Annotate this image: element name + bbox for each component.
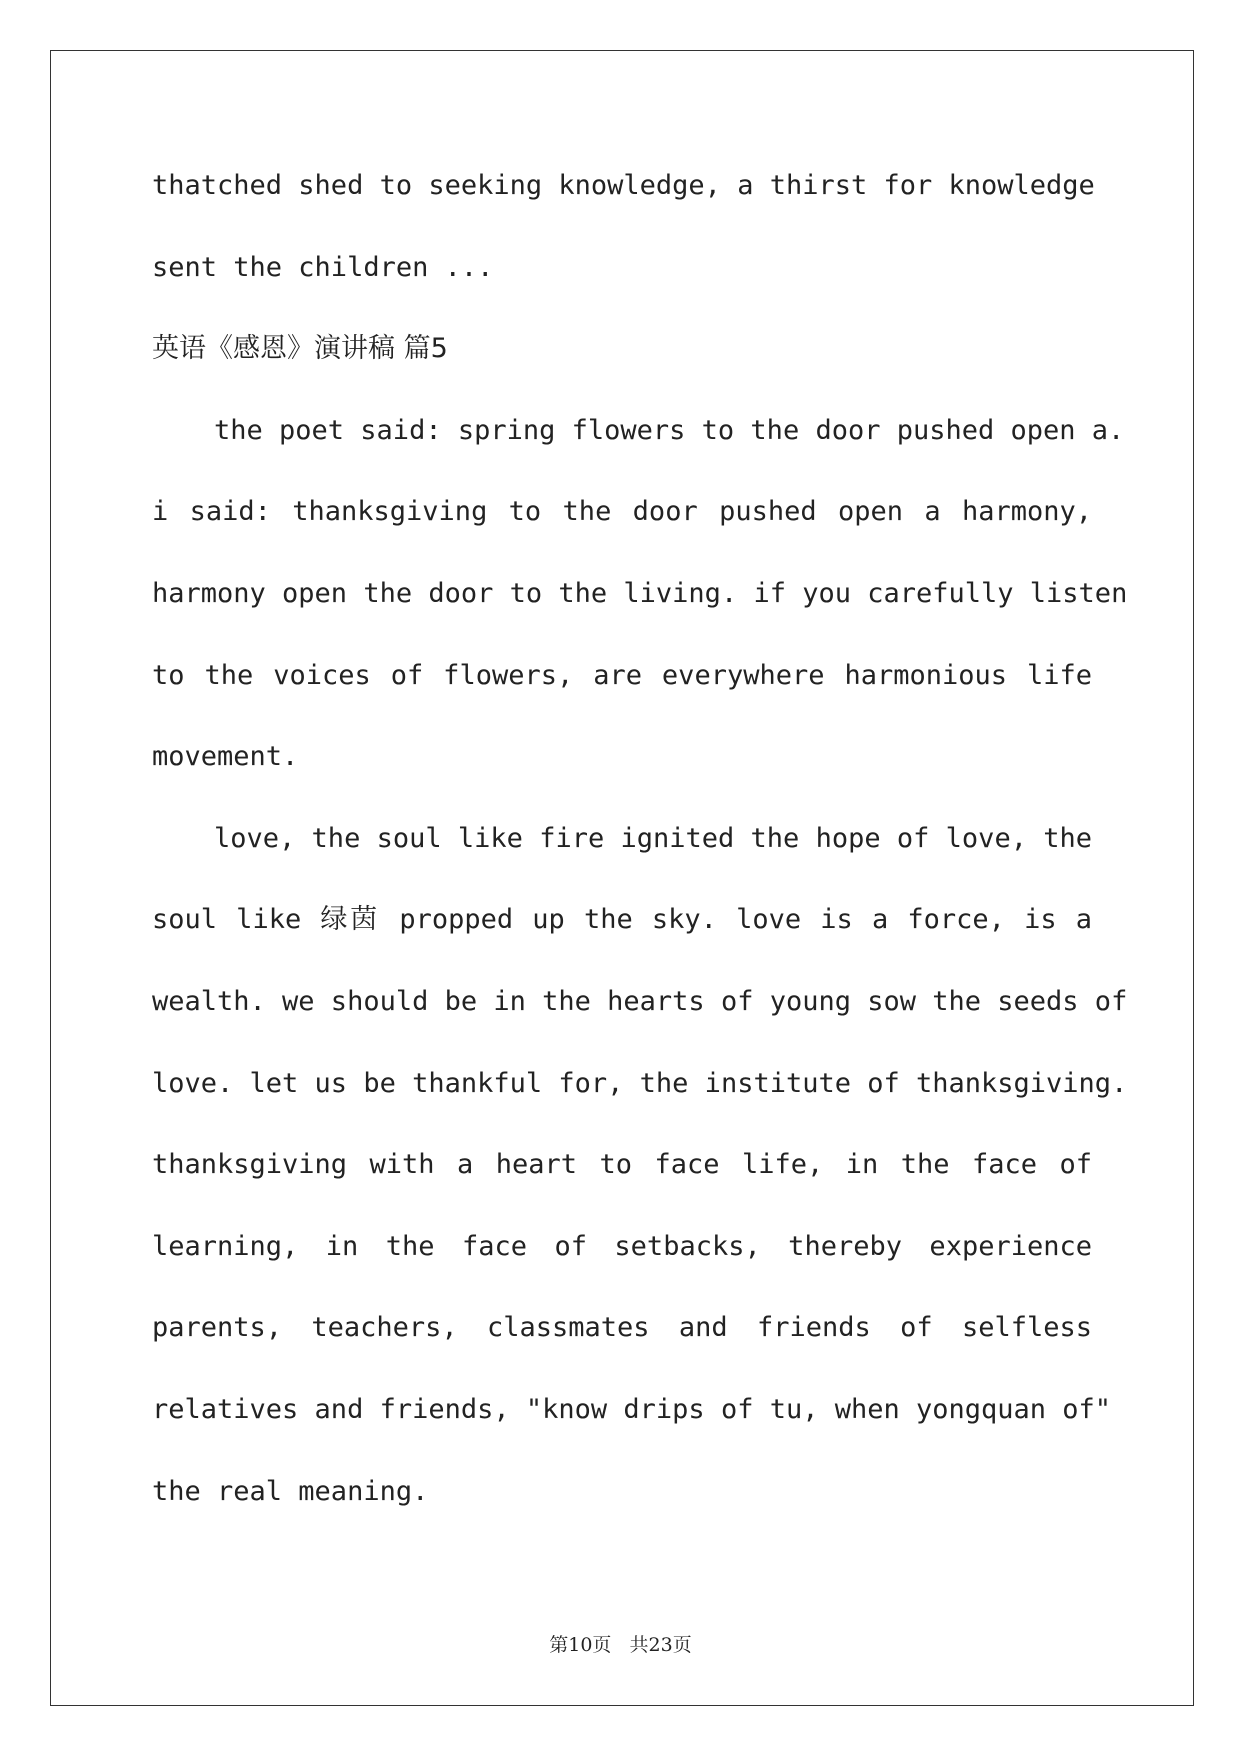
text-line: wealth. we should be in the hearts of young sow the seeds of [152,985,1128,1017]
text-line: to the voices of flowers, are everywhere harmonious life [152,659,1092,691]
section-heading: 英语《感恩》演讲稿 篇5 [152,333,448,365]
text-line: relatives and friends, "know drips of tu, when yongquan of" [152,1393,1112,1425]
text-line: the real meaning. [152,1475,429,1507]
text-line: the poet said: spring flowers to the door pushed open a. [214,414,1125,446]
text-line: thanksgiving with a heart to face life, in the face of [152,1149,1092,1181]
text-line: love, the soul like fire ignited the hope of love, the [214,822,1092,854]
text-line: sent the children ... [152,251,494,283]
text-line: i said: thanksgiving to the door pushed open a harmony, [152,496,1092,528]
document-body [152,162,1128,1549]
text-line: learning, in the face of setbacks, thereby experience [152,1230,1092,1262]
text-line: thatched shed to seeking knowledge, a thirst for knowledge [152,170,1095,201]
text-line: movement. [152,741,299,773]
text-line: parents, teachers, classmates and friends of selfless [152,1312,1092,1344]
page-number: 第10页 共23页 [549,1634,692,1656]
page-footer [0,1630,1241,1657]
text-line: love. let us be thankful for, the institute of thanksgiving. [152,1067,1128,1099]
text-line: soul like 绿茵 propped up the sky. love is a force, is a [152,904,1092,936]
text-line: harmony open the door to the living. if you carefully listen [152,577,1128,609]
